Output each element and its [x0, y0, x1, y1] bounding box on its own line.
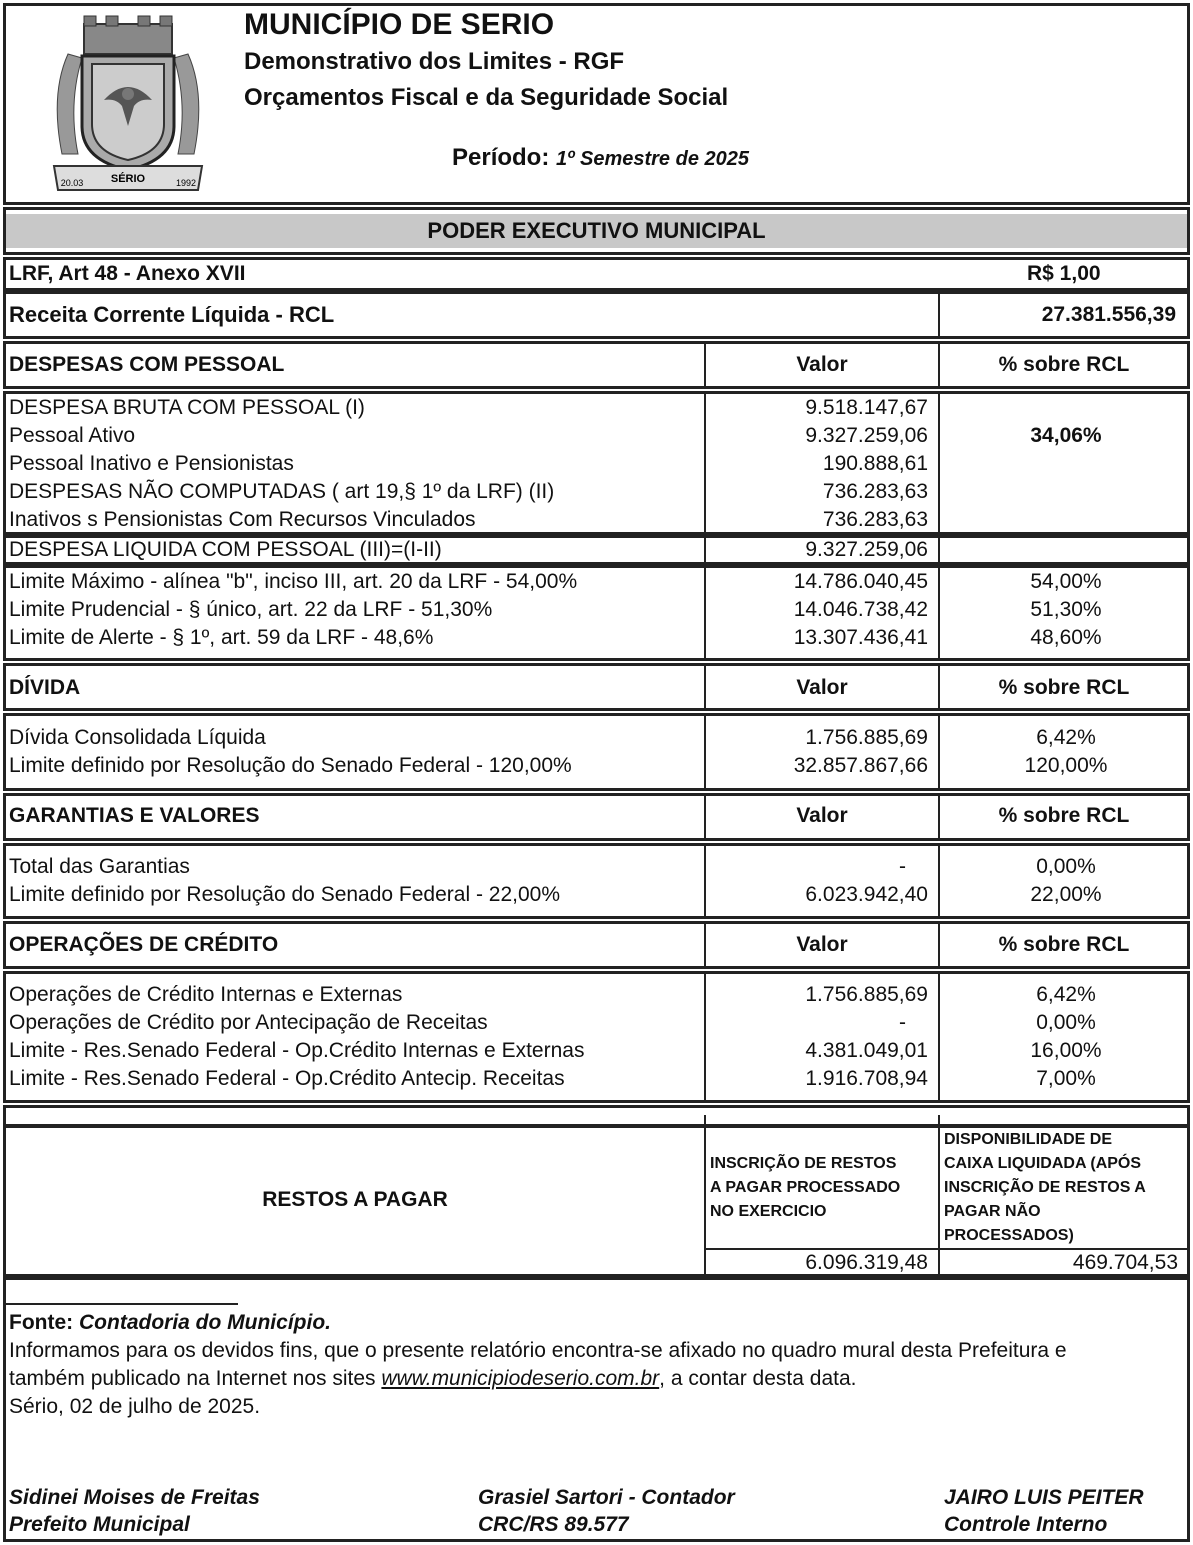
- municipal-crest-icon: [48, 14, 208, 192]
- operacoes-row-value: 1.756.885,69: [805, 983, 928, 1006]
- website-link[interactable]: www.municipiodeserio.com.br: [381, 1367, 660, 1390]
- restos-spacer-box: [3, 1105, 1190, 1127]
- crest-year-left: 20.03: [60, 178, 84, 188]
- limit-label: Limite Prudencial - § único, art. 22 da LRF - 51,30%: [9, 598, 493, 621]
- restos-value-2: 469.704,53: [1072, 1251, 1178, 1274]
- crest-label: SÉRIO: [110, 173, 146, 185]
- operacoes-row-value: -: [899, 1011, 906, 1034]
- source-value: Contadoria do Município.: [79, 1311, 331, 1334]
- divida-col-valor: Valor: [796, 676, 848, 699]
- pessoal-col-pct: % sobre RCL: [998, 353, 1130, 376]
- notice-line-2: [9, 1365, 856, 1393]
- pessoal-row-value: 190.888,61: [822, 452, 928, 475]
- pessoal-row-label: Pessoal Ativo: [9, 424, 136, 447]
- operacoes-row-label: Limite - Res.Senado Federal - Op.Crédito Antecip. Receitas: [9, 1067, 565, 1090]
- notice-line-2-pre: também publicado na Internet nos sites: [9, 1367, 376, 1390]
- source-label: Fonte:: [9, 1311, 74, 1334]
- rcl-label: Receita Corrente Líquida - RCL: [9, 302, 335, 327]
- restos-col2-line: CAIXA LIQUIDADA (APÓS: [944, 1155, 1142, 1172]
- signature-name: JAIRO LUIS PEITER: [944, 1486, 1144, 1509]
- pessoal-title: DESPESAS COM PESSOAL: [9, 353, 285, 376]
- restos-col2-line: PAGAR NÃO: [944, 1203, 1041, 1220]
- limit-pct: 54,00%: [1030, 570, 1102, 593]
- divida-row-value: 1.756.885,69: [805, 726, 928, 749]
- limit-value: 13.307.436,41: [793, 626, 928, 649]
- restos-title: RESTOS A PAGAR: [262, 1188, 448, 1211]
- garantias-row-value: -: [899, 855, 906, 878]
- divida-row-value: 32.857.867,66: [793, 754, 928, 777]
- restos-value-1: 6.096.319,48: [805, 1251, 928, 1274]
- pessoal-row-value: 736.283,63: [822, 508, 928, 531]
- rcl-value: 27.381.556,39: [1041, 303, 1176, 326]
- divida-row-pct: 6,42%: [1036, 726, 1096, 749]
- operacoes-row-value: 1.916.708,94: [805, 1067, 928, 1090]
- pessoal-col-valor: Valor: [796, 353, 848, 376]
- restos-col2-line: DISPONIBILIDADE DE: [944, 1131, 1113, 1148]
- pessoal-row-value: 9.518.147,67: [805, 396, 928, 419]
- operacoes-row-label: Operações de Crédito Internas e Externas: [9, 983, 403, 1006]
- limit-pct: 51,30%: [1030, 598, 1102, 621]
- pessoal-pct-main: 34,06%: [1030, 424, 1102, 447]
- restos-col2-line: PROCESSADOS): [944, 1227, 1074, 1244]
- limit-pct: 48,60%: [1030, 626, 1102, 649]
- pessoal-row-label: Inativos s Pensionistas Com Recursos Vinculados: [9, 508, 476, 531]
- pessoal-liquida-label: DESPESA LIQUIDA COM PESSOAL (III)=(I-II): [9, 538, 442, 561]
- signature-role: Prefeito Municipal: [9, 1513, 190, 1536]
- restos-col2-line: INSCRIÇÃO DE RESTOS A: [944, 1179, 1146, 1196]
- divida-row-pct: 120,00%: [1024, 754, 1108, 777]
- limit-value: 14.786.040,45: [793, 570, 928, 593]
- section-banner: PODER EXECUTIVO MUNICIPAL: [427, 218, 766, 243]
- limit-value: 14.046.738,42: [793, 598, 928, 621]
- garantias-row-label: Limite definido por Resolução do Senado Federal - 22,00%: [9, 883, 561, 906]
- restos-col1-line: NO EXERCICIO: [710, 1203, 827, 1220]
- source-line: [9, 1309, 331, 1337]
- currency-unit: R$ 1,00: [1027, 262, 1101, 285]
- operacoes-row-pct: 6,42%: [1036, 983, 1096, 1006]
- municipality-title: MUNICÍPIO DE SERIO: [244, 8, 555, 41]
- crest-year-right: 1992: [175, 178, 197, 188]
- report-subtitle: Orçamentos Fiscal e da Seguridade Social: [244, 84, 729, 111]
- limit-label: Limite de Alerte - § 1º, art. 59 da LRF - 48,6%: [9, 626, 434, 649]
- garantias-col-valor: Valor: [796, 804, 848, 827]
- operacoes-row-label: Limite - Res.Senado Federal - Op.Crédito Internas e Externas: [9, 1039, 585, 1062]
- period: [452, 142, 749, 175]
- pessoal-liquida-value: 9.327.259,06: [805, 538, 928, 561]
- pessoal-row-label: Pessoal Inativo e Pensionistas: [9, 452, 294, 475]
- garantias-row-value: 6.023.942,40: [805, 883, 928, 906]
- report-title: Demonstrativo dos Limites - RGF: [244, 48, 625, 75]
- restos-col1-line: A PAGAR PROCESSADO: [710, 1179, 901, 1196]
- place-date: Sério, 02 de julho de 2025.: [9, 1395, 261, 1418]
- garantias-row-pct: 0,00%: [1036, 855, 1096, 878]
- garantias-title: GARANTIAS E VALORES: [9, 804, 260, 827]
- divida-col-pct: % sobre RCL: [998, 676, 1130, 699]
- pessoal-row-value: 9.327.259,06: [805, 424, 928, 447]
- signature-name: Sidinei Moises de Freitas: [9, 1486, 260, 1509]
- operacoes-row-label: Operações de Crédito por Antecipação de Receitas: [9, 1011, 488, 1034]
- divida-row-label: Limite definido por Resolução do Senado Federal - 120,00%: [9, 754, 572, 777]
- divida-row-label: Dívida Consolidada Líquida: [9, 726, 266, 749]
- restos-col1-line: INSCRIÇÃO DE RESTOS: [710, 1155, 897, 1172]
- pessoal-row-label: DESPESAS NÃO COMPUTADAS ( art 19,§ 1º da LRF) (II): [9, 480, 555, 503]
- pessoal-row-value: 736.283,63: [822, 480, 928, 503]
- notice-line-2-post: , a contar desta data.: [659, 1367, 857, 1390]
- limit-label: Limite Máximo - alínea "b", inciso III, art. 20 da LRF - 54,00%: [9, 570, 578, 593]
- operacoes-row-pct: 0,00%: [1036, 1011, 1096, 1034]
- period-label: Período:: [452, 144, 550, 171]
- operacoes-row-value: 4.381.049,01: [805, 1039, 928, 1062]
- operacoes-col-valor: Valor: [796, 933, 848, 956]
- garantias-row-label: Total das Garantias: [9, 855, 190, 878]
- period-value: 1º Semestre de 2025: [556, 148, 750, 170]
- pessoal-row-label: DESPESA BRUTA COM PESSOAL (I): [9, 396, 365, 419]
- garantias-col-pct: % sobre RCL: [998, 804, 1130, 827]
- legal-ref-label: LRF, Art 48 - Anexo XVII: [9, 262, 246, 285]
- notice-line-1: Informamos para os devidos fins, que o presente relatório encontra-se afixado no quadro mural desta Prefeitura e: [9, 1339, 1067, 1362]
- operacoes-title: OPERAÇÕES DE CRÉDITO: [9, 933, 279, 956]
- signature-name: Grasiel Sartori - Contador: [478, 1486, 735, 1509]
- operacoes-row-pct: 7,00%: [1036, 1067, 1096, 1090]
- garantias-row-pct: 22,00%: [1030, 883, 1102, 906]
- signature-role: CRC/RS 89.577: [478, 1513, 629, 1536]
- divida-title: DÍVIDA: [9, 676, 81, 699]
- signature-role: Controle Interno: [944, 1513, 1108, 1536]
- operacoes-col-pct: % sobre RCL: [998, 933, 1130, 956]
- operacoes-row-pct: 16,00%: [1030, 1039, 1102, 1062]
